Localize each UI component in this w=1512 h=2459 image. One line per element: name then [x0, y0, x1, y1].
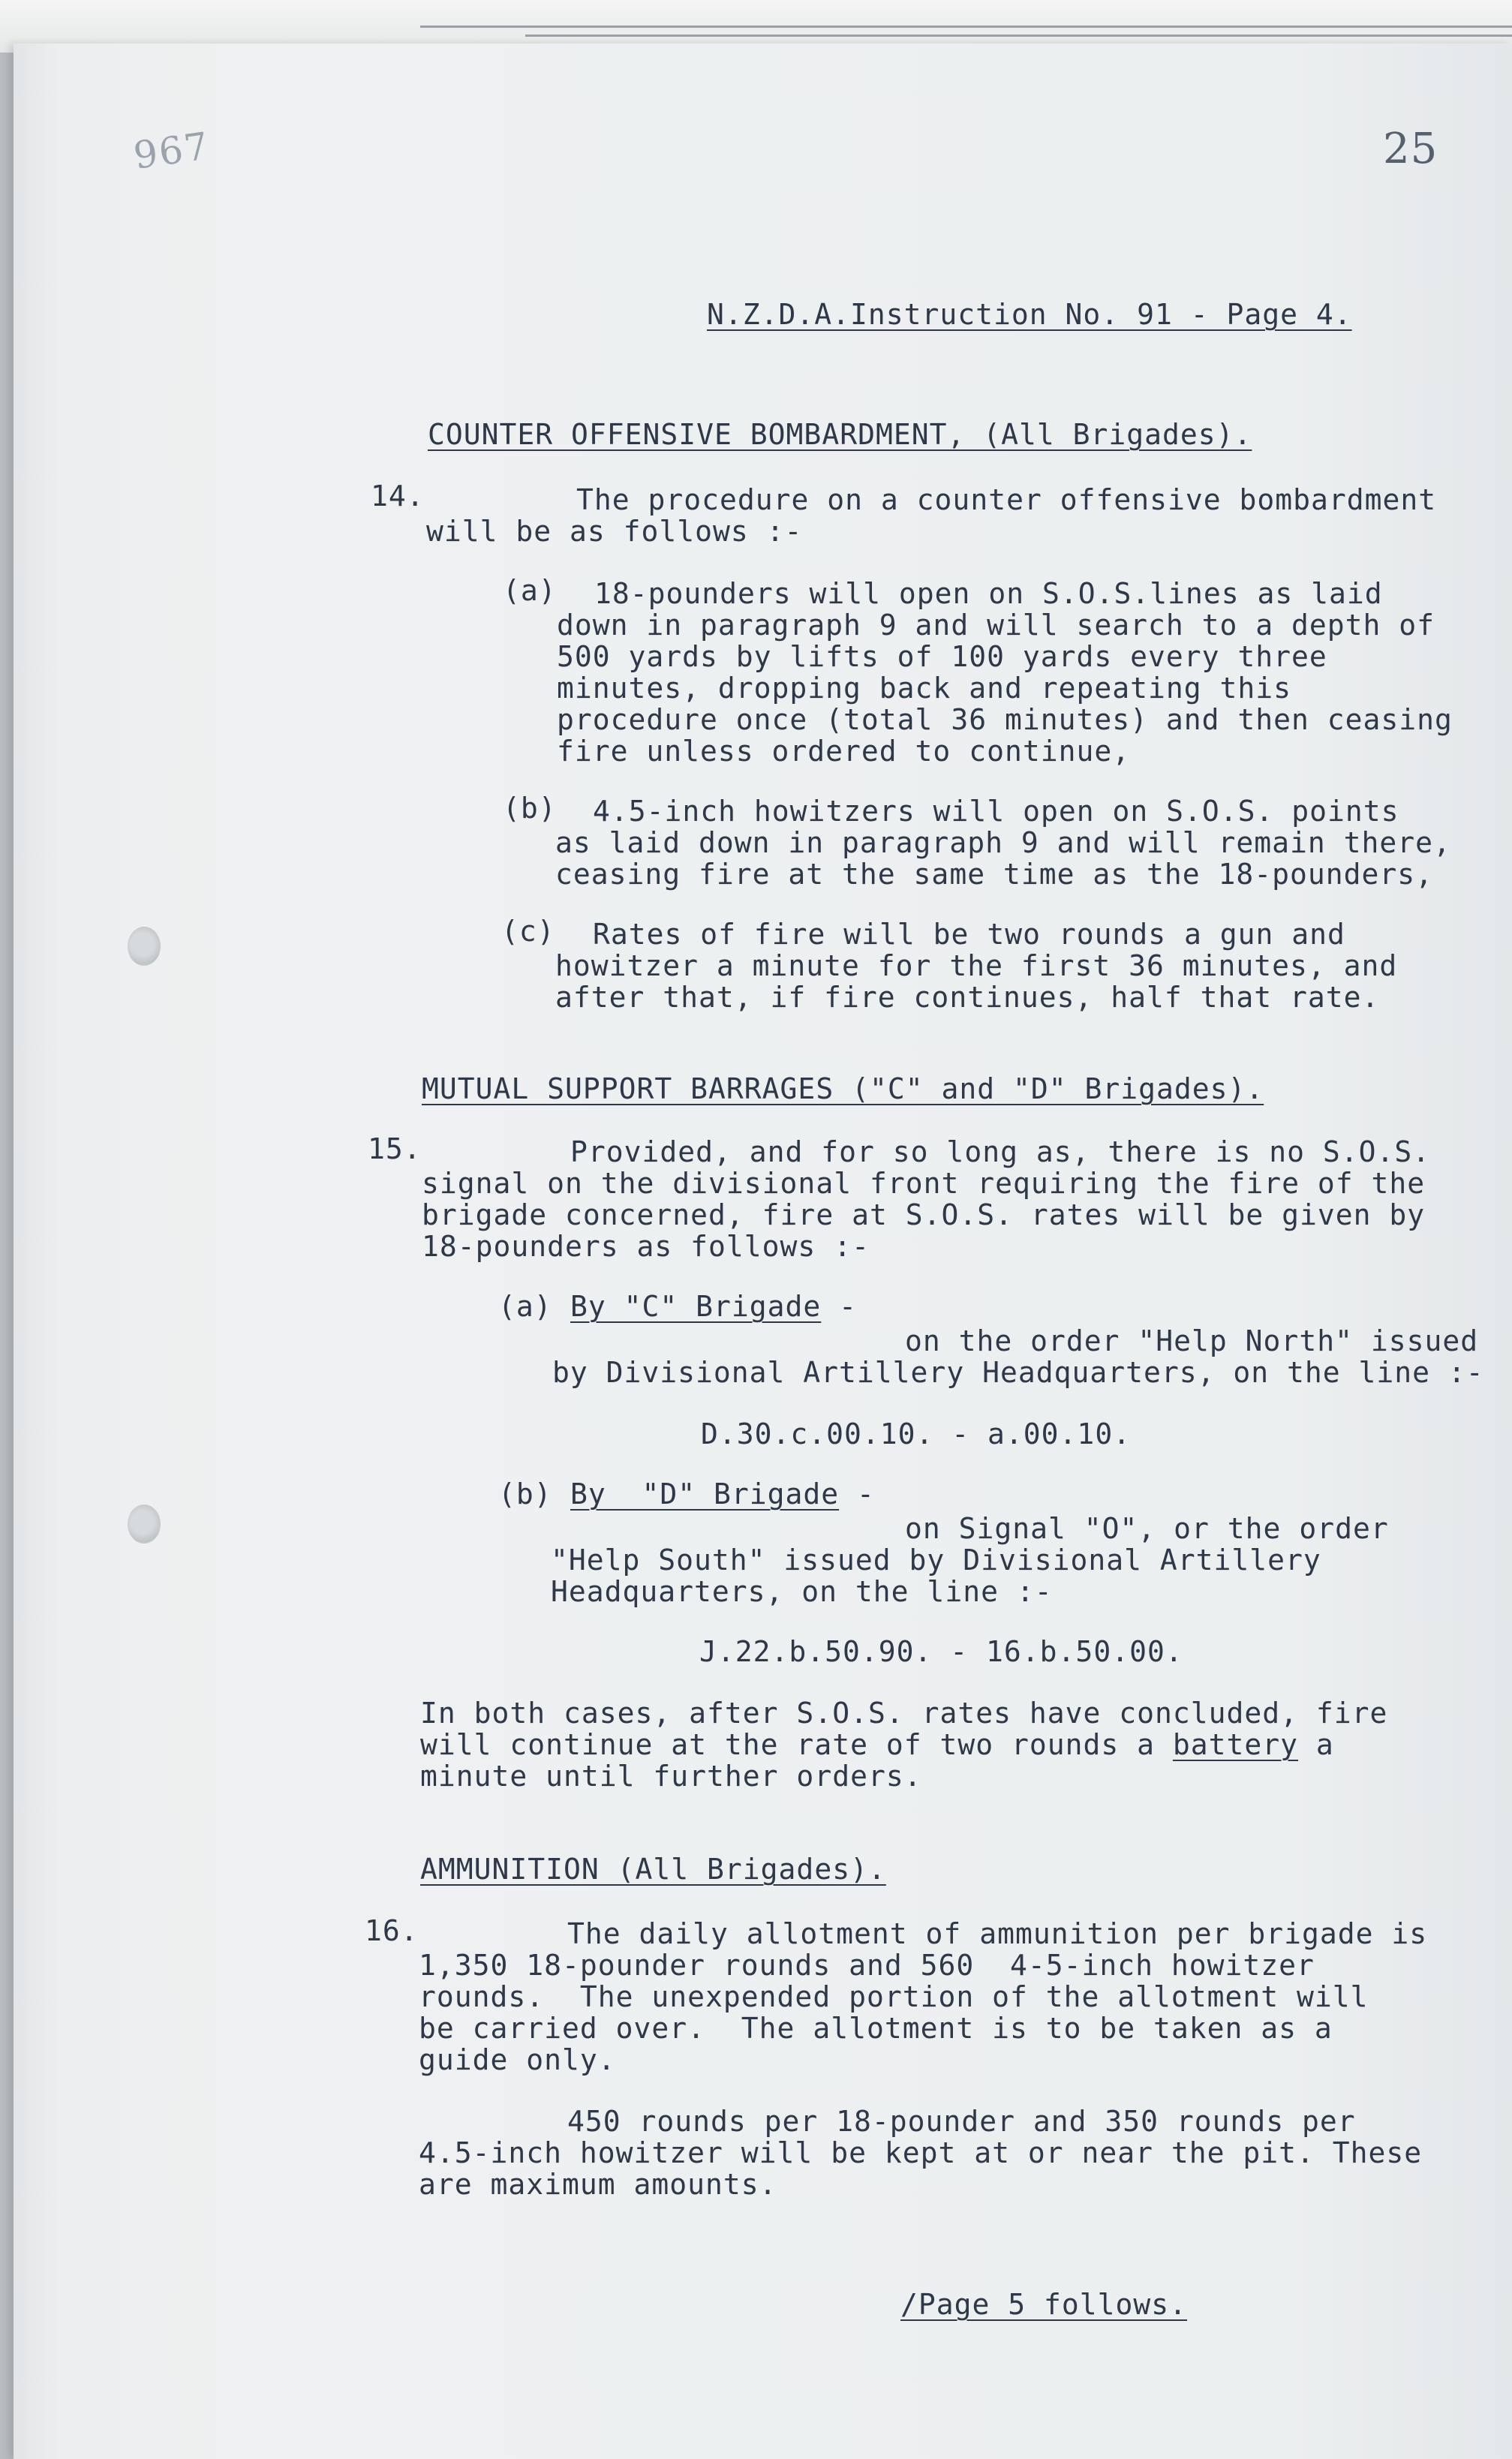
- item-text: as laid down in paragraph 9 and will remain there,: [555, 826, 1451, 859]
- item-label: (a): [498, 1290, 552, 1323]
- punch-hole: [128, 1505, 161, 1544]
- item-text: Rates of fire will be two rounds a gun and: [593, 918, 1345, 951]
- paragraph-number: 16.: [365, 1914, 419, 1947]
- paragraph-text: Provided, and for so long as, there is no S.O.S.: [570, 1135, 1431, 1168]
- document-header: N.Z.D.A.Instruction No. 91 - Page 4.: [707, 298, 1352, 331]
- paragraph-text: In both cases, after S.O.S. rates have concluded, fire: [420, 1697, 1388, 1730]
- paragraph-text: 18-pounders as follows :-: [422, 1230, 870, 1263]
- stack-sheet-edge: [525, 35, 1512, 37]
- page-footer: /Page 5 follows.: [900, 2288, 1188, 2321]
- title-dash: -: [821, 1290, 858, 1323]
- stack-sheet-edge: [420, 26, 1512, 28]
- paragraph-text: brigade concerned, fire at S.O.S. rates will be given by: [422, 1198, 1426, 1231]
- paragraph-number: 14.: [371, 479, 425, 513]
- punch-hole: [128, 927, 161, 966]
- item-label: (b): [498, 1478, 552, 1511]
- item-text: howitzer a minute for the first 36 minutes, and: [555, 949, 1398, 982]
- item-text: procedure once (total 36 minutes) and then ceasing: [557, 703, 1453, 736]
- item-text: 18-pounders will open on S.O.S.lines as laid: [594, 577, 1383, 610]
- paragraph-text: are maximum amounts.: [419, 2168, 777, 2201]
- underlined-word: battery: [1172, 1728, 1299, 1761]
- paragraph-text: be carried over. The allotment is to be taken as a: [419, 2012, 1333, 2045]
- paragraph-text: 450 rounds per 18-pounder and 350 rounds per: [567, 2105, 1356, 2138]
- item-text: ceasing fire at the same time as the 18-pounders,: [555, 858, 1434, 891]
- grid-reference: D.30.c.00.10. - a.00.10.: [701, 1417, 1132, 1450]
- paragraph-text: guide only.: [419, 2043, 616, 2076]
- paragraph-text: The daily allotment of ammunition per brigade is: [567, 1917, 1428, 1950]
- item-text: on Signal "O", or the order: [905, 1512, 1389, 1545]
- paragraph-text: The procedure on a counter offensive bombardment: [576, 483, 1437, 516]
- item-text: "Help South" issued by Divisional Artillery: [551, 1544, 1321, 1577]
- text-run: will continue at the rate of two rounds a: [420, 1728, 1173, 1761]
- text-run: a: [1298, 1728, 1334, 1761]
- brigade-title: By "D" Brigade: [570, 1478, 840, 1511]
- item-title: [570, 1291, 857, 1322]
- paragraph-number: 15.: [368, 1132, 422, 1165]
- paragraph-text: 1,350 18-pounder rounds and 560 4-5-inch howitzer: [419, 1949, 1315, 1982]
- paragraph-text: 4.5-inch howitzer will be kept at or near the pit. These: [419, 2136, 1423, 2169]
- item-label: (a): [503, 574, 557, 607]
- page-number: 25: [1383, 125, 1438, 173]
- item-label: (c): [501, 915, 555, 948]
- paragraph-text: rounds. The unexpended portion of the allotment will: [419, 1980, 1369, 2013]
- item-label: (b): [503, 792, 557, 825]
- item-title: [570, 1478, 875, 1510]
- item-text: minutes, dropping back and repeating this: [557, 672, 1291, 705]
- item-text: fire unless ordered to continue,: [557, 735, 1131, 768]
- item-text: after that, if fire continues, half that rate.: [555, 981, 1380, 1014]
- grid-reference: J.22.b.50.90. - 16.b.50.00.: [699, 1635, 1183, 1668]
- section-heading-counter-offensive: COUNTER OFFENSIVE BOMBARDMENT, (All Brigades).: [428, 418, 1252, 451]
- item-text: Headquarters, on the line :-: [551, 1575, 1053, 1608]
- item-text: down in paragraph 9 and will search to a depth of: [557, 609, 1435, 642]
- item-text: by Divisional Artillery Headquarters, on the line :-: [552, 1356, 1484, 1389]
- item-text: 4.5-inch howitzers will open on S.O.S. points: [593, 795, 1399, 828]
- paragraph-text: [420, 1729, 1334, 1760]
- margin-number: 967: [131, 124, 212, 178]
- paragraph-text: signal on the divisional front requiring the fire of the: [422, 1167, 1426, 1200]
- paragraph-text: will be as follows :-: [426, 515, 803, 548]
- title-dash: -: [839, 1478, 875, 1511]
- item-text: on the order "Help North" issued: [905, 1324, 1479, 1357]
- section-heading-mutual-support: MUTUAL SUPPORT BARRAGES ("C" and "D" Brigades).: [422, 1072, 1264, 1105]
- brigade-title: By "C" Brigade: [570, 1290, 822, 1323]
- section-heading-ammunition: AMMUNITION (All Brigades).: [420, 1853, 886, 1886]
- item-text: 500 yards by lifts of 100 yards every three: [557, 640, 1327, 673]
- paragraph-text: minute until further orders.: [420, 1760, 922, 1793]
